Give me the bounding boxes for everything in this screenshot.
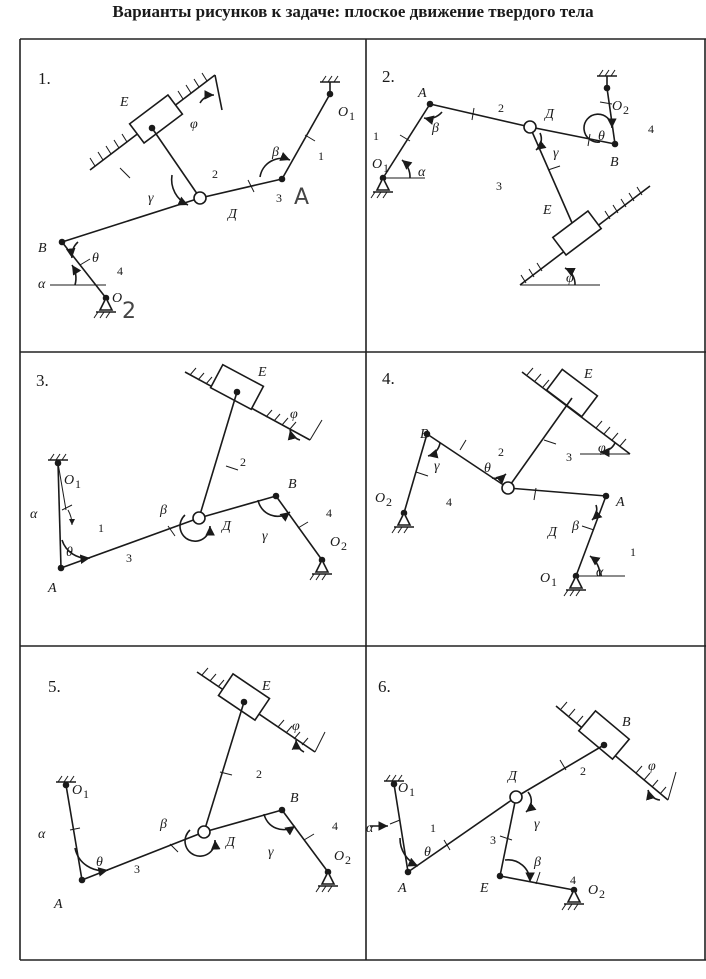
diagram-label: γ xyxy=(148,191,154,206)
diagram-label: A xyxy=(616,495,625,510)
diagram-label: 2 xyxy=(599,887,605,901)
diagram-label: E xyxy=(262,679,271,694)
diagram-label: 4 xyxy=(326,506,332,520)
panel-3 xyxy=(30,365,347,596)
diagram-label: α xyxy=(366,821,374,836)
diagram-label: β xyxy=(160,503,167,518)
diagram-label: O xyxy=(612,99,623,114)
diagram-label: γ xyxy=(534,817,540,832)
diagram-label: 1 xyxy=(430,821,436,835)
diagram-label: 2 xyxy=(345,853,351,867)
diagram-label: θ xyxy=(598,129,605,144)
diagram-label: α xyxy=(596,565,604,580)
diagram-label: 6. xyxy=(378,677,391,696)
diagram-label: α xyxy=(38,277,46,292)
diagram-label: 3 xyxy=(496,179,502,193)
diagram-label: β xyxy=(272,145,279,160)
diagram-label: B xyxy=(290,791,299,806)
diagram-label: θ xyxy=(424,845,431,860)
panel-6 xyxy=(366,677,676,910)
diagram-label: A xyxy=(398,881,407,896)
diagram-label: 3 xyxy=(490,833,496,847)
diagram-label: 2 xyxy=(386,495,392,509)
diagram-label: O xyxy=(540,571,551,586)
diagram-label: 2 xyxy=(498,101,504,115)
diagram-label: O xyxy=(372,157,383,172)
diagram-label: Д xyxy=(545,107,554,122)
panel-1 xyxy=(38,69,355,324)
diagram-label: O xyxy=(330,535,341,550)
grid-frame xyxy=(20,39,706,960)
diagram-label: 3 xyxy=(276,191,282,205)
diagram-label: α xyxy=(418,165,426,180)
diagram-label: 4 xyxy=(446,495,452,509)
panel-1-number: 1. xyxy=(38,69,51,88)
diagram-label: E xyxy=(480,881,489,896)
diagram-label: A xyxy=(418,86,427,101)
diagram-label: O xyxy=(64,473,75,488)
diagram-label: O xyxy=(334,849,345,864)
diagram-label: 2 xyxy=(341,539,347,553)
diagram-label: Д xyxy=(228,207,237,222)
diagram-label: θ xyxy=(96,855,103,870)
diagram-label: φ xyxy=(566,271,574,286)
panel-2 xyxy=(371,67,654,286)
diagram-label: 3. xyxy=(36,371,49,390)
panel-5 xyxy=(38,668,351,912)
diagram-label: A xyxy=(48,581,57,596)
diagram-label: φ xyxy=(648,759,656,774)
diagram-label: Д xyxy=(226,835,235,850)
diagram-label: γ xyxy=(262,529,268,544)
diagram-label: 1 xyxy=(83,787,89,801)
diagram-label: Д xyxy=(548,525,557,540)
diagram-label: 1 xyxy=(409,785,415,799)
diagram-label: 2 xyxy=(498,445,504,459)
diagram-label: 2 xyxy=(256,767,262,781)
diagram-label: 2 xyxy=(240,455,246,469)
diagram-label: O xyxy=(398,781,409,796)
diagram-label: β xyxy=(572,519,579,534)
diagram-label: 2 xyxy=(623,103,629,117)
diagram-label: E xyxy=(543,203,552,218)
diagram-label: O xyxy=(112,291,123,306)
diagram-label: 2. xyxy=(382,67,395,86)
diagram-label: 2 xyxy=(122,299,136,324)
diagram-label: 4 xyxy=(648,122,654,136)
diagram-label: β xyxy=(160,817,167,832)
diagram-label: β xyxy=(534,855,541,870)
diagram-label: β xyxy=(432,121,439,136)
diagram-label: 3 xyxy=(134,862,140,876)
diagram-label: α xyxy=(38,827,46,842)
panel-4 xyxy=(375,367,636,596)
diagram-label: O xyxy=(375,491,386,506)
diagram-label: E xyxy=(584,367,593,382)
diagram-label: 4 xyxy=(117,264,123,278)
diagram-label: 4 xyxy=(570,873,576,887)
diagram-label: O xyxy=(338,105,349,120)
diagram-label: 1 xyxy=(551,575,557,589)
diagram-label: γ xyxy=(553,146,559,161)
diagram-label: 5. xyxy=(48,677,61,696)
diagram-label: E xyxy=(120,95,129,110)
diagram-label: B xyxy=(610,155,619,170)
diagram-label: α xyxy=(30,507,38,522)
diagram-label: 3 xyxy=(126,551,132,565)
diagram-label: θ xyxy=(92,251,99,266)
diagram-label: A xyxy=(54,897,63,912)
diagram-label: φ xyxy=(190,117,198,132)
diagram-label: B xyxy=(420,427,429,442)
diagram-label: 1 xyxy=(75,477,81,491)
diagram-label: E xyxy=(258,365,267,380)
diagram-label: 1 xyxy=(349,109,355,123)
diagram-label: O xyxy=(72,783,83,798)
diagram-label: 1 xyxy=(98,521,104,535)
diagram-label: 1 xyxy=(373,129,379,143)
diagram-label: 4. xyxy=(382,369,395,388)
diagram-label: γ xyxy=(434,459,440,474)
diagram-label: B xyxy=(38,241,47,256)
diagram-label: 2 xyxy=(212,167,218,181)
diagram-label: 1 xyxy=(318,149,324,163)
diagram-label: 1 xyxy=(383,161,389,175)
diagram-label: B xyxy=(288,477,297,492)
diagram-label: O xyxy=(588,883,599,898)
diagram-label: φ xyxy=(292,719,300,734)
page-title: Варианты рисунков к задаче: плоское движение твердого тела xyxy=(112,2,594,21)
diagram-label: θ xyxy=(66,545,73,560)
diagram-label: φ xyxy=(598,441,606,456)
diagram-label: 1 xyxy=(630,545,636,559)
diagram-label: 3 xyxy=(566,450,572,464)
diagram-label: 2 xyxy=(580,764,586,778)
diagram-label: γ xyxy=(268,845,274,860)
diagram-label: θ xyxy=(484,461,491,476)
diagram-label: A xyxy=(294,185,310,210)
diagram-label: Д xyxy=(222,519,231,534)
diagram-label: φ xyxy=(290,407,298,422)
diagram-label: Д xyxy=(508,769,517,784)
diagram-label: 4 xyxy=(332,819,338,833)
diagram-label: B xyxy=(622,715,631,730)
